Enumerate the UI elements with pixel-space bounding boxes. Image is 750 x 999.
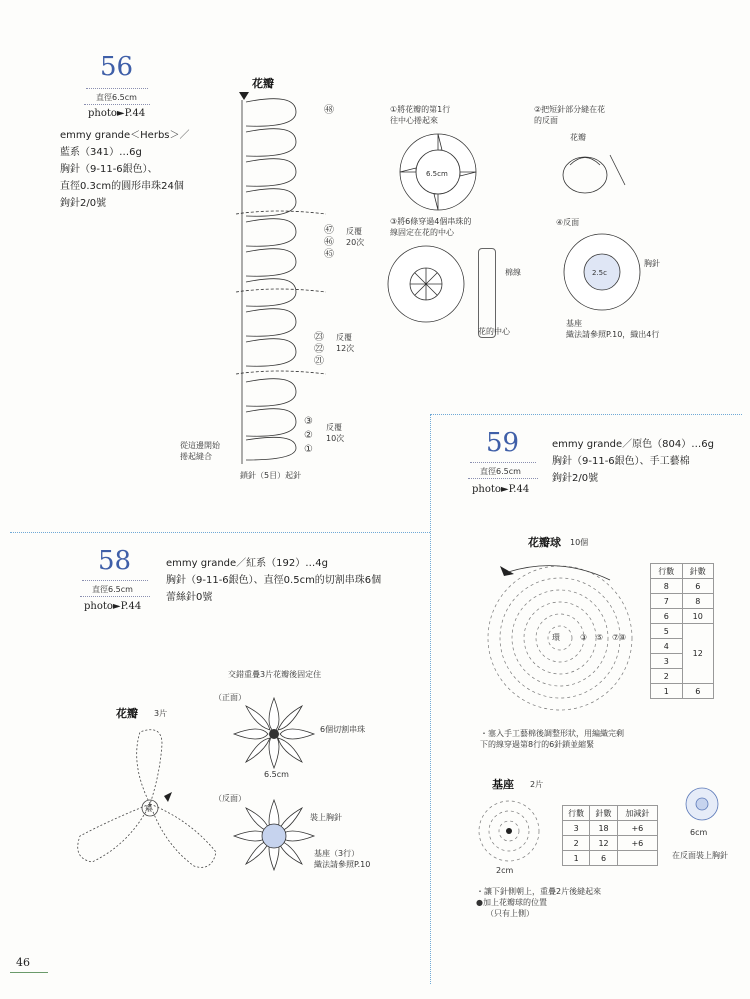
- size-label-58: 6.5cm: [264, 770, 289, 779]
- ball-count-table: 行數 針數 8 6 7 8 6 10 5 12 4 3 2 1 6: [650, 563, 714, 699]
- base-notes-59: ・讓下針側朝上，重疊2片後縫起來 ●加上花瓣球的位置 （只有上側）: [476, 887, 602, 918]
- pin-size-59: 6cm: [690, 828, 708, 837]
- step-1-size: 6.5cm: [426, 170, 448, 178]
- row-label: ③: [304, 416, 313, 427]
- repeat-10-note: 反覆 10次: [326, 423, 345, 443]
- start-note: 從這邊開始 捲起縫合: [180, 441, 220, 461]
- svg-text:⑤: ⑤: [596, 633, 604, 642]
- row-label: ①: [304, 444, 313, 455]
- ball-count: 10個: [570, 538, 589, 547]
- flower-center-label: 花的中心: [478, 327, 510, 336]
- back-label-58: （反面）: [214, 794, 246, 803]
- step-4-text: ④反面: [556, 218, 580, 227]
- petal-chart-title: 花瓣: [252, 77, 274, 90]
- step-4-size: 2.5c: [592, 269, 607, 277]
- step-2-illustration: [560, 145, 630, 195]
- step-3-text: ③將6條穿過4個串珠的 線固定在花的中心: [390, 217, 472, 237]
- pin-label-58: 裝上胸針: [310, 813, 342, 822]
- row-label: ㊼: [324, 225, 334, 236]
- petal-title-58: 花瓣: [116, 707, 138, 720]
- back-flower-58: [232, 798, 316, 872]
- pattern-number-58: 58: [98, 546, 132, 576]
- step-2-petal-label: 花瓣: [570, 133, 586, 142]
- ball-center-label: 環: [552, 633, 560, 642]
- row-label: ㉒: [314, 344, 324, 355]
- center-label-58: 環: [145, 805, 152, 813]
- row-label: ②: [304, 430, 313, 441]
- pattern-number-56: 56: [100, 52, 134, 82]
- pattern-number-59: 59: [486, 428, 520, 458]
- petal-ball-chart: [480, 560, 640, 720]
- diameter-59: 直徑6.5cm: [480, 467, 521, 476]
- front-flower-58: [232, 696, 316, 770]
- pin-note-59: 在反面裝上胸針: [672, 851, 728, 860]
- svg-text:③: ③: [580, 633, 588, 642]
- base-count-59: 2片: [530, 780, 544, 789]
- bead-string-box: [478, 248, 496, 338]
- photo-ref-58[interactable]: photo►P.44: [84, 601, 142, 612]
- step-3-flower: [386, 244, 466, 324]
- diameter-56: 直徑6.5cm: [96, 93, 137, 102]
- assembly-note-58: 交錯重疊3片花瓣後固定住: [228, 670, 322, 679]
- materials-59: emmy grande／原色（804）…6g 胸針（9-11-6銀色）、手工藝棉 鉤針2/0號: [552, 439, 714, 484]
- repeat-20-note: 反覆 20次: [346, 227, 365, 247]
- bead-label-58: 6個切割串珠: [320, 725, 366, 734]
- foundation-chain: 鎖針（5目）起針: [240, 471, 302, 480]
- petal-count-58: 3片: [154, 709, 168, 718]
- svg-text:⑦⑧: ⑦⑧: [612, 633, 627, 642]
- finished-flower-59: [680, 786, 724, 826]
- step-4-flower: [562, 232, 642, 312]
- materials-56: emmy grande＜Herbs＞／ 藍系（341）…6g 胸針（9-11-6銀色）、 直徑0.3cm的圓形串珠24個 鉤針2/0號: [60, 130, 190, 209]
- thread-label: 棉線: [505, 268, 521, 277]
- step-1-text: ①將花瓣的第1行 往中心捲起來: [390, 105, 451, 125]
- row-label: ㉓: [314, 332, 324, 343]
- base-label-58: 基座（3行） 織法請參照P.10: [314, 849, 371, 869]
- petal-chart-58: [70, 724, 230, 874]
- step-1-flower: [398, 132, 478, 212]
- base-size-59: 2cm: [496, 866, 514, 875]
- ball-note: ・塞入手工藝棉後調整形狀，用編織完剩 下的線穿過第8行的6針鎖並縮緊: [480, 729, 624, 749]
- row-label: ㉑: [314, 356, 324, 367]
- photo-ref-59[interactable]: photo►P.44: [472, 484, 530, 495]
- materials-58: emmy grande／紅系（192）…4g 胸針（9-11-6銀色）、直徑0.5cm的切割串珠6個 蕾絲針0號: [166, 558, 382, 603]
- brooch-pin-label: 胸針: [644, 259, 660, 268]
- photo-ref-56[interactable]: photo►P.44: [88, 108, 146, 119]
- diameter-58: 直徑6.5cm: [92, 585, 133, 594]
- repeat-12-note: 反覆 12次: [336, 333, 355, 353]
- ball-title: 花瓣球: [528, 536, 561, 549]
- base-title-59: 基座: [492, 778, 514, 791]
- base-chart-59: [474, 796, 544, 866]
- page-number: 46: [16, 956, 30, 969]
- front-label-58: （正面）: [214, 693, 246, 702]
- petal-chart-56: [236, 92, 346, 472]
- row-label: ㊻: [324, 237, 334, 248]
- step-2-text: ②把短針部分縫在花 的反面: [534, 105, 606, 125]
- base-note-56: 基座 織法請參照P.10，織出4行: [566, 319, 660, 339]
- base-count-table: 行數 針數 加減針 3 18 +6 2 12 +6 1 6: [562, 805, 658, 866]
- row-label: ㊽: [324, 105, 334, 116]
- row-label: ㊺: [324, 249, 334, 260]
